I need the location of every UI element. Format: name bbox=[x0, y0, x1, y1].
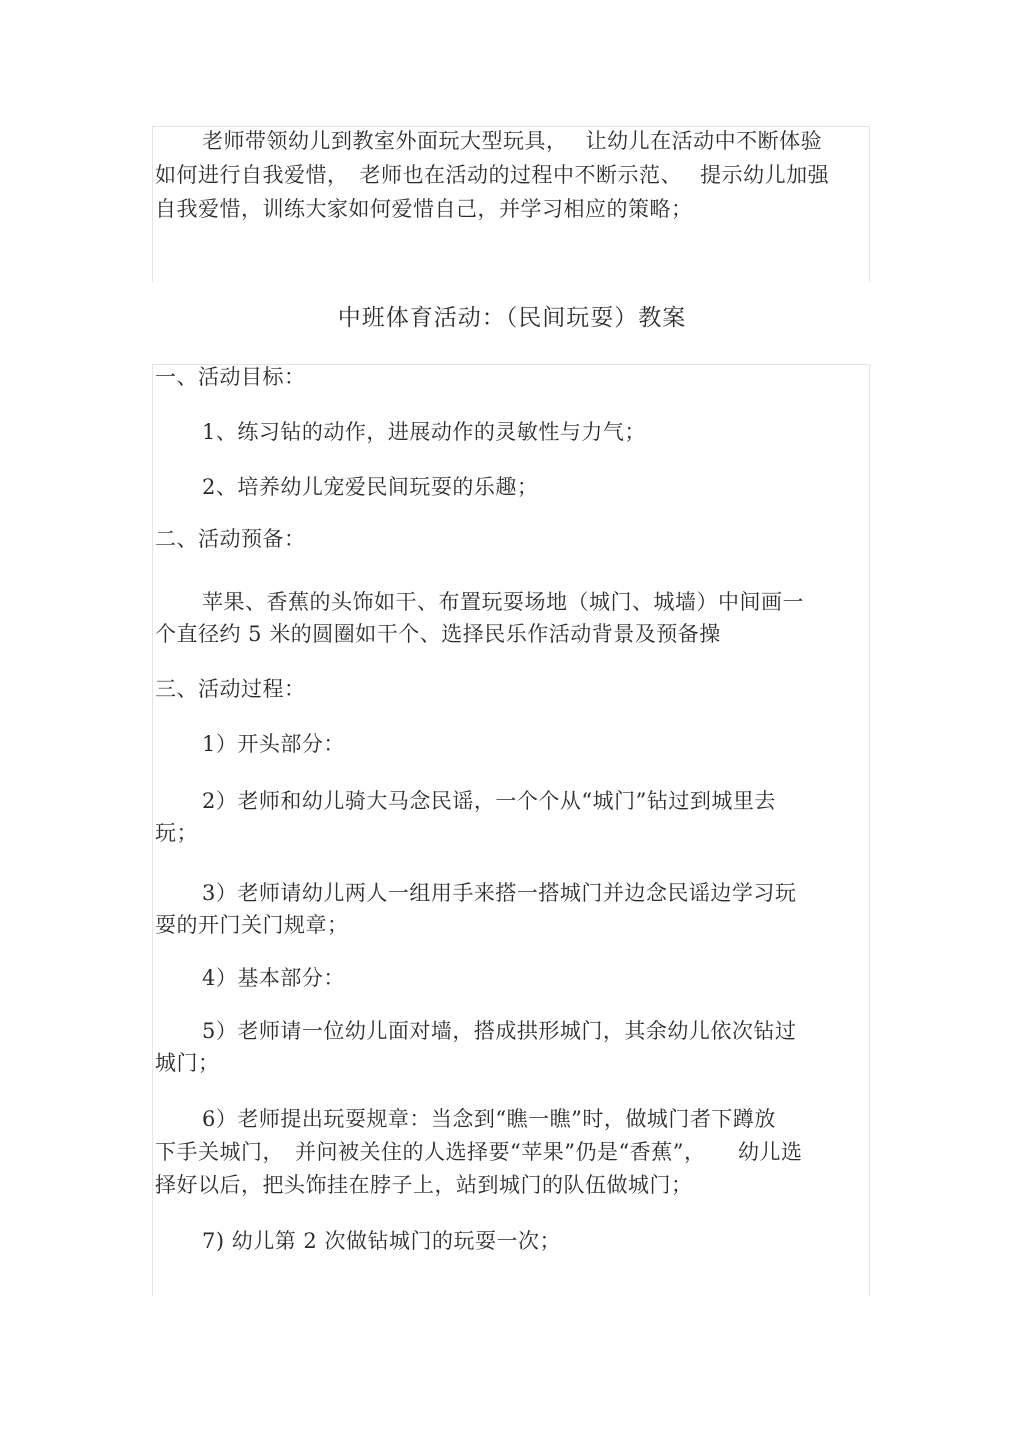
page-title: 中班体育活动：（民间玩耍）教案 bbox=[337, 305, 687, 331]
step-3-line-1: 3）老师请幼儿两人一组用手来搭一搭城门并边念民谣边学习玩 bbox=[202, 881, 797, 905]
goal-item-2: 2、培养幼儿宠爱民间玩耍的乐趣； bbox=[202, 475, 539, 499]
process-heading: 三、活动过程： bbox=[155, 677, 306, 701]
intro-line-1: 老师带领幼儿到教室外面玩大型玩具， 让幼儿在活动中不断体验 bbox=[202, 129, 823, 153]
step-2-line-1: 2）老师和幼儿骑大马念民谣，一个个从“城门”钻过到城里去 bbox=[202, 789, 776, 813]
goal-item-1: 1、练习钻的动作，进展动作的灵敏性与力气； bbox=[202, 420, 646, 444]
step-5-line-2: 城门； bbox=[155, 1051, 220, 1075]
prep-line-2: 个直径约 5 米的圆圈如干个、选择民乐作活动背景及预备操 bbox=[155, 622, 721, 646]
goals-heading: 一、活动目标： bbox=[155, 365, 306, 389]
step-2-line-2: 玩； bbox=[155, 821, 198, 845]
step-7: 7) 幼儿第 2 次做钻城门的玩耍一次； bbox=[202, 1229, 561, 1253]
intro-line-3: 自我爱惜，训练大家如何爱惜自己，并学习相应的策略； bbox=[155, 197, 693, 221]
step-5-line-1: 5）老师请一位幼儿面对墙，搭成拱形城门，其余幼儿依次钻过 bbox=[202, 1019, 797, 1043]
intro-line-2: 如何进行自我爱惜， 老师也在活动的过程中不断示范、 提示幼儿加强 bbox=[155, 163, 830, 187]
step-6-line-3: 择好以后，把头饰挂在脖子上，站到城门的队伍做城门； bbox=[155, 1173, 693, 1197]
step-1: 1）开头部分： bbox=[202, 732, 345, 756]
step-6-line-2: 下手关城门， 并问被关住的人选择要“苹果”仍是“香蕉”， 幼儿选 bbox=[155, 1140, 803, 1164]
step-4: 4）基本部分： bbox=[202, 966, 345, 990]
prep-heading: 二、活动预备： bbox=[155, 527, 306, 551]
step-3-line-2: 耍的开门关门规章； bbox=[155, 913, 349, 937]
prep-line-1: 苹果、香蕉的头饰如干、布置玩耍场地（城门、城墙）中间画一 bbox=[202, 590, 804, 614]
step-6-line-1: 6）老师提出玩耍规章：当念到“瞧一瞧”时，做城门者下蹲放 bbox=[202, 1107, 776, 1131]
